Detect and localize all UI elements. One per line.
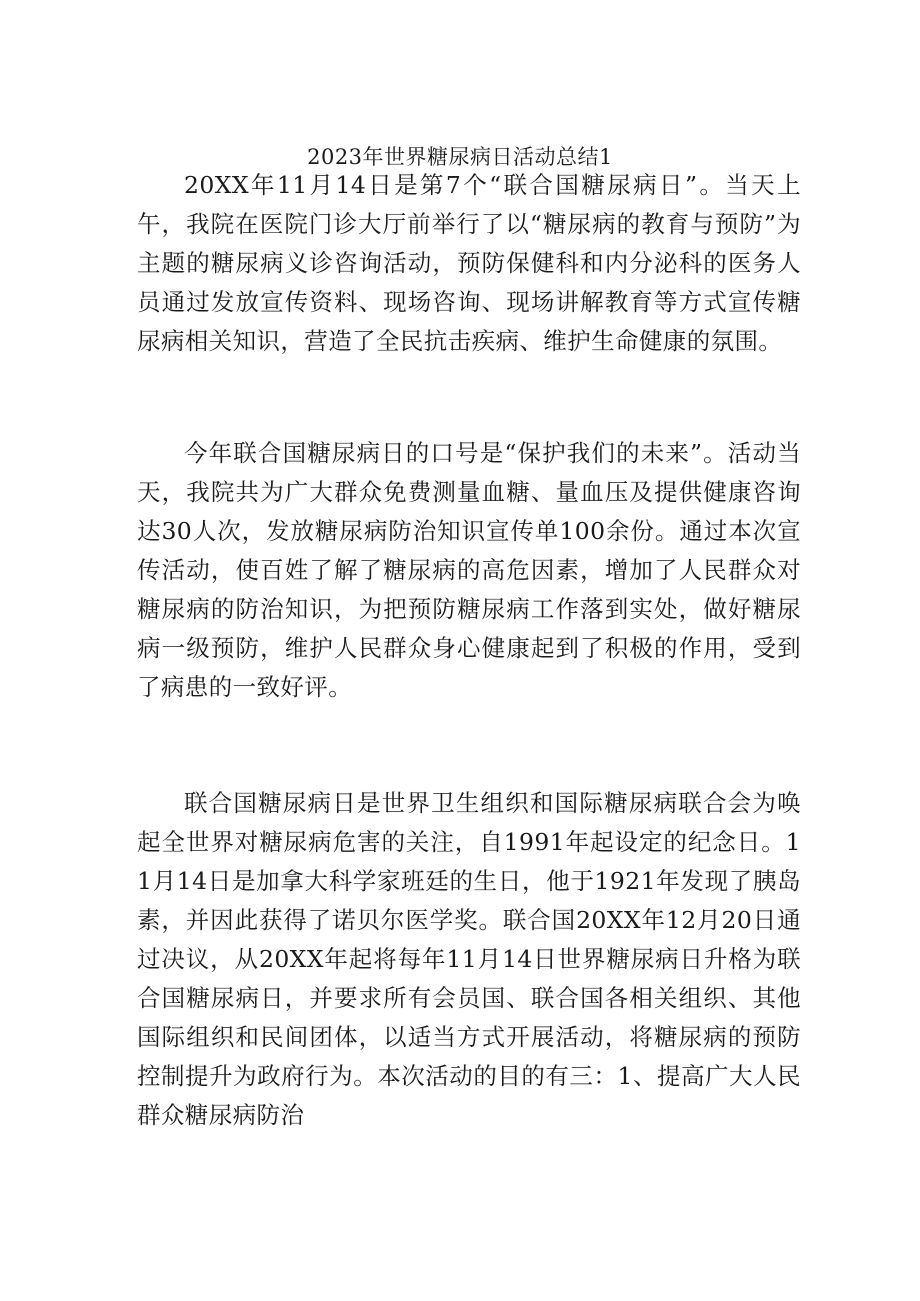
paragraph-2: 今年联合国糖尿病日的口号是“保护我们的未来”。活动当天，我院共为广大群众免费测量血糖、量血压及提供健康咨询达30人次，发放糖尿病防治知识宣传单100余份。通过本次宣传活动，使百姓了解了糖尿病的高危因素，增加了人民群众对糖尿病的防治知识，为把预防糖尿病工作落到实处，做好糖尿病一级预防，维护人民群众身心健康起到了积极的作用，受到了病患的一致好评。	[137, 439, 801, 701]
document-title: 2023年世界糖尿病日活动总结1	[307, 145, 613, 169]
paragraph-3: 联合国糖尿病日是世界卫生组织和国际糖尿病联合会为唤起全世界对糖尿病危害的关注，自1991年起设定的纪念日。11月14日是加拿大科学家班廷的生日，他于1921年发现了胰岛素，并因此获得了诺贝尔医学奖。联合国20XX年12月20日通过决议，从20XX年起将每年11月14日世界糖尿病日升格为联合国糖尿病日，并要求所有会员国、联合国各相关组织、其他国际组织和民间团体，以适当方式开展活动，将糖尿病的预防控制提升为政府行为。本次活动的目的有三：1、提高广大人民群众糖尿病防治	[137, 789, 801, 1129]
paragraph-1: 20XX年11月14日是第7个“联合国糖尿病日”。当天上午，我院在医院门诊大厅前举行了以“糖尿病的教育与预防”为主题的糖尿病义诊咨询活动，预防保健科和内分泌科的医务人员通过发放宣传资料、现场咨询、现场讲解教育等方式宣传糖尿病相关知识，营造了全民抗击疾病、维护生命健康的氛围。	[137, 171, 801, 355]
